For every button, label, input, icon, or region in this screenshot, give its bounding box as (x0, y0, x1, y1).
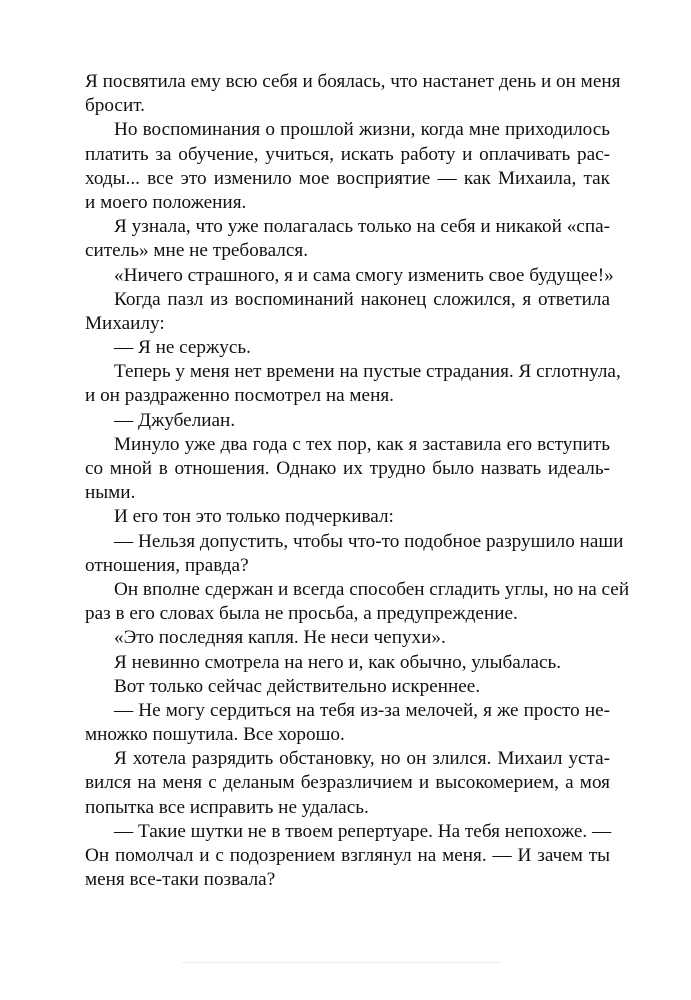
text-line: и моего положения. (85, 191, 247, 213)
text-line: И его тон это только подчеркивал: (114, 506, 394, 528)
text-line: Я хотела разрядить обстановку, но он злился. Михаил уста- (114, 748, 610, 770)
text-line: платить за обучение, учиться, искать работу и оплачивать рас- (85, 143, 610, 165)
text-line: — Нельзя допустить, чтобы что-то подобное разрушило наши (114, 530, 624, 552)
text-line: раз в его словах была не просьба, а предупреждение. (85, 603, 518, 625)
text-line: Я узнала, что уже полагалась только на себя и никакой «спа- (114, 216, 610, 238)
footer-divider (182, 962, 502, 963)
text-line: бросит. (85, 95, 145, 117)
text-line: — Не могу сердиться на тебя из-за мелочей, я же просто не- (114, 699, 610, 721)
text-line: Я посвятила ему всю себя и боялась, что настанет день и он меня (85, 71, 621, 92)
text-line: Он вполне сдержан и всегда способен сгладить углы, но на сей (114, 578, 630, 600)
text-line: Когда пазл из воспоминаний наконец сложился, я ответила (114, 288, 610, 310)
text-line: «Ничего страшного, я и сама смогу изменить свое будущее!» (114, 264, 614, 286)
text-line: — Я не сержусь. (114, 337, 251, 359)
text-line: — Джубелиан. (114, 409, 236, 431)
text-line: и он раздраженно посмотрел на меня. (85, 385, 394, 407)
text-line: со мной в отношения. Однако их трудно было назвать идеаль- (85, 458, 610, 479)
page-text (85, 70, 630, 892)
text-line: ными. (85, 482, 136, 504)
text-line: Михаилу: (85, 312, 165, 334)
text-line: Минуло уже два года с тех пор, как я заставила его вступить (114, 433, 610, 455)
text-line: Я невинно смотрела на него и, как обычно, улыбалась. (114, 651, 562, 673)
text-line: Вот только сейчас действительно искреннее. (114, 675, 481, 697)
text-line: — Такие шутки не в твоем репертуаре. На тебя непохоже. — (114, 820, 612, 842)
text-line: множко пошутила. Все хорошо. (85, 724, 345, 746)
text-line: «Это последняя капля. Не неси чепухи». (114, 627, 446, 649)
text-line: вился на меня с деланым безразличием и высокомерием, а моя (85, 772, 610, 794)
text-line: Теперь у меня нет времени на пустые страдания. Я сглотнула, (114, 361, 621, 383)
text-line: отношения, правда? (85, 554, 249, 576)
text-line: попытка все исправить не удалась. (85, 796, 369, 818)
text-line: меня все-таки позвала? (85, 869, 276, 891)
text-line: ситель» мне не требовался. (85, 240, 308, 262)
text-line: Но воспоминания о прошлой жизни, когда мне приходилось (114, 119, 610, 141)
text-line: ходы... все это изменило мое восприятие — как Михаила, так (85, 167, 610, 189)
text-line: Он помолчал и с подозрением взглянул на меня. — И зачем ты (85, 845, 610, 866)
